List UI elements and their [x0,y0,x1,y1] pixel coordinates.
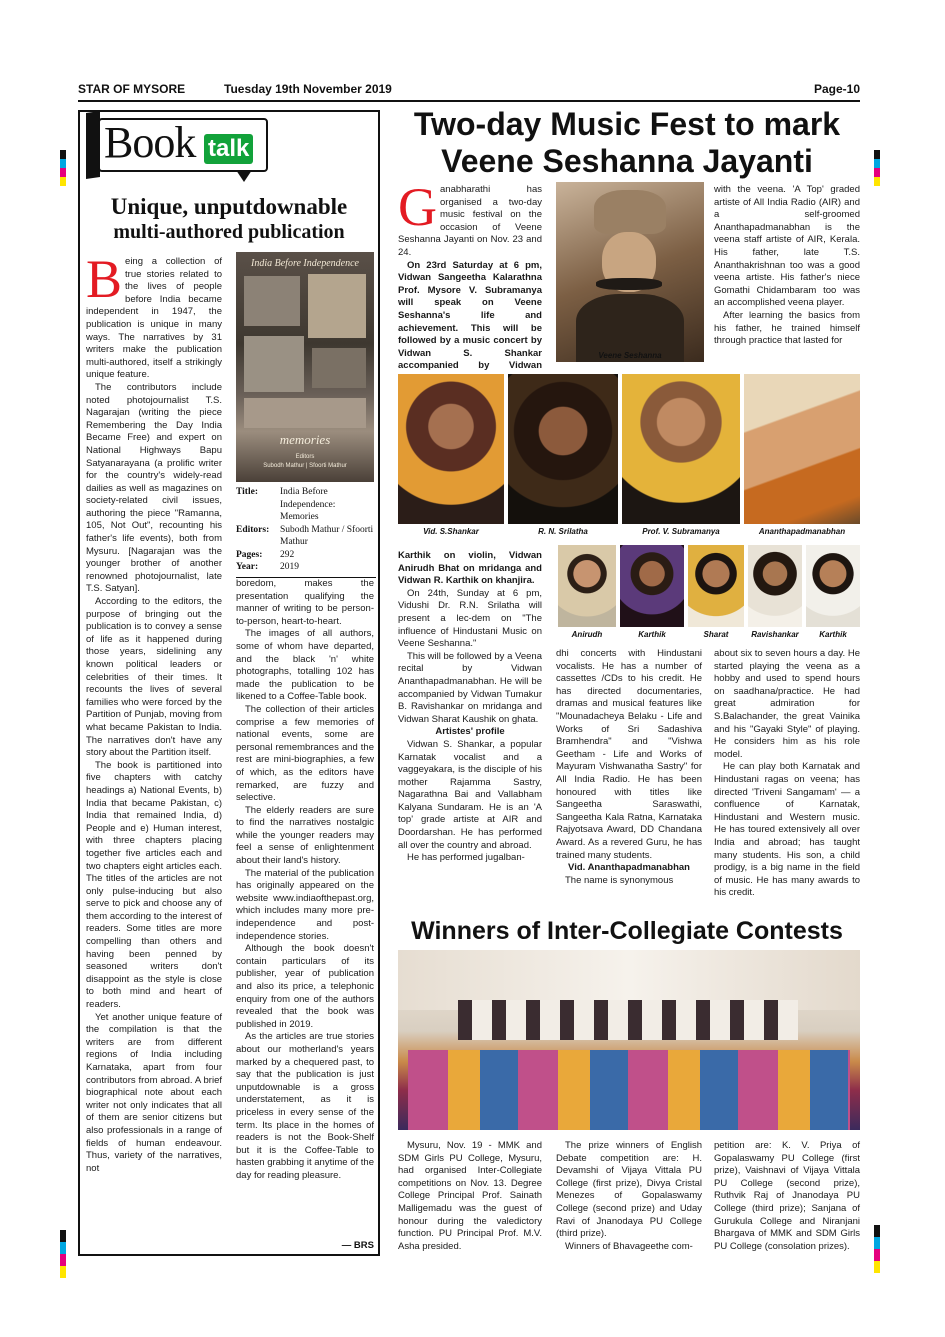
contest-column-2 [556,1140,702,1270]
music-column-left [398,550,542,914]
logo-book-text: Book [104,118,196,167]
artist-photo-subramanya [622,374,740,524]
music-paragraph: Ganabharathi has organised a two-day music festival on the occasion of Veene Seshanna Jayanti on Nov. 23 and 24. [398,177,542,258]
artist-photo-anirudh [558,545,616,627]
contest-paragraph: The prize winners of English Debate competition are: H. Devamshi of Vijaya Vittala PU College (first prize), Divya Cristal Menezes of Gopalaswamy College (second prize) and Uday Ravi of Jnanodaya PU College (third prize). [556,1140,702,1240]
music-paragraph: After learning the basics from his father, he trained himself through practice that lasted for [714,309,860,347]
artist-photo-sharat [688,545,744,627]
booktalk-headline-line2: multi-authored publication [113,221,345,243]
meta-editors-value: Subodh Mathur / Sfoorti Mathur [280,524,374,547]
music-paragraph: dhi concerts with Hindustani vocalists. He has a number of cassettes /CDs to his credit. He has directed documentaries, dramas and musical features like "Mounadacheya Belaku - Life and Works of Sri Sadashiva Bramhendra" and "Vishwa Geetham - Life and Works of Mayuram Vishwanatha Sastry" for All India Radio. He has been honoured with titles like Sangeetha Saraswathi, Sangeetha Kala Ratna, Karnataka Rajyotsava Award, DD Chandana Award. As a revered Guru, he has trained many students. [556,648,702,861]
artist-photo-shankar [398,374,504,524]
booktalk-paragraph: Being a collection of true stories related to the lives of people before India became independent in 1947, the publication is unique in many ways. The narratives by 31 writers make the publication multi-authored, itself a strikingly unique feature. [86,249,222,381]
meta-pages-value: 292 [280,549,295,560]
music-column-c [714,184,860,370]
veene-seshanna-portrait [556,182,704,362]
music-headline-line2: Veene Seshanna Jayanti [441,143,813,179]
booktalk-byline: — BRS [341,1240,374,1251]
registration-bar-left-bottom [60,1230,66,1278]
booktalk-paragraph: The material of the publication has originally appeared on the website www.indiaofthepast.org, which includes many more pre-independence and post-independence stories. [236,867,374,942]
meta-title-value: India Before Independence: Memories [280,487,336,522]
artist-photo-karthik-khanjira [806,545,860,627]
caption-row2-ravishankar: Ravishankar [751,630,799,639]
meta-pages-label: Pages: [236,549,263,560]
contest-paragraph: Winners of Bhavageethe com- [565,1240,693,1252]
music-paragraph: On 24th, Sunday at 6 pm, Vidushi Dr. R.N. Srilatha will present a lec-dem on "The influence of Hindustani Music on Veene Seshanna." [398,587,542,650]
registration-bar-right-bottom [874,1225,880,1273]
caption-row2-karthik: Karthik [638,630,666,639]
artist-photo-srilatha [508,374,618,524]
booktalk-paragraph: As the articles are true stories about our motherland's years marked by a chequered past, to say that the publication is just unputdownable is a gross understatement, as it is priceless in every sense of the term. Its place in the homes of readers is not the Book-Shelf but it is the Coffee-Table to hasten grabbing it anytime of the day for reading pleasure. [236,1031,374,1181]
contest-column-1 [398,1140,542,1270]
music-paragraph: The name is synonymous [565,874,674,886]
caption-row1-shankar: Vid. S.Shankar [423,527,479,536]
music-column-right [714,648,860,914]
booktalk-column-1 [86,249,222,1252]
book-cover-editors: Subodh Mathur | Sfoorti Mathur [263,463,347,469]
booktalk-headline [80,194,378,244]
book-cover-editors-label: Editors [295,454,315,460]
book-cover-subtitle: memories [279,432,331,447]
contest-headline: Winners of Inter-Collegiate Contests [411,917,843,945]
issue-date: Tuesday 19th November 2019 [224,82,392,96]
booktalk-paragraph: boredom, makes the presentation qualifying the manner of writing to be person-to-person, heart-to-heart. [236,578,374,627]
paper-name: STAR OF MYSORE [78,82,186,96]
meta-title-label: Title: [236,487,258,497]
portrait-caption: Veene Seshanna [598,351,662,360]
drop-cap-g: G [398,177,437,237]
caption-row2-anirudh: Anirudh [571,630,603,639]
music-paragraph: He has performed jugalban- [407,852,525,864]
artist-photo-ananthapadmanabhan [744,374,860,524]
booktalk-logo [86,112,276,182]
book-cover-title: India Before Independence [251,258,359,269]
caption-row1-ananthapadmanabhan: Ananthapadmanabhan [758,527,846,536]
contest-paragraph: Mysuru, Nov. 19 - MMK and SDM Girls PU College, Mysuru, had organised Inter-Collegiate competitions on Nov. 13. Degree College Principal Prof. Sainath Malligemadu was the guest of honour during the valedictory function. PU Principal Prof. M.V. Asha presided. [398,1140,542,1252]
meta-year-value: 2019 [280,562,299,572]
page-number: Page-10 [813,82,860,96]
music-headline [392,106,862,180]
music-paragraph: This will be followed by a Veena recital by Vidwan Ananthapadmanabhan. He will be accompanied by Vidwan Tumakur B. Ravishankar on mridanga and Vidwan Sharat Kaushik on ghata. [398,650,542,725]
contest-paragraph: petition are: K. V. Priya of Gopalaswamy PU College (first prize), Vaishnavi of Vijaya Vittala PU College (second prize), Ruthvik Raj of Jnanodaya PU College (third prize); Sanjana of Gurukula College and Niranjani Bhargava of MMK and SDM Girls PU College (consolation prizes). [714,1140,860,1252]
book-cover-image [236,252,374,482]
artistes-profile-subhead: Artistes' profile [435,726,505,738]
booktalk-paragraph: The elderly readers are sure to find the narratives nostalgic while the younger readers may feel a sense of enlightenment about their land's history. [236,804,374,867]
masthead [78,80,860,102]
caption-row1-subramanya: Prof. V. Subramanya [642,527,720,536]
drop-cap-b: B [86,249,123,309]
artist-photo-karthik-violin [620,545,684,627]
meta-editors-label: Editors: [236,524,270,535]
caption-row1-srilatha: R. N. Srilatha [538,527,588,536]
booktalk-paragraph: Although the book doesn't contain particulars of its publisher, year of publication and also its price, a telephonic enquiry from one of the authors revealed that the book was published in 2019. [236,943,374,1030]
music-paragraph: Vidwan S. Shankar, a popular Karnatak vocalist and a vaggeyakara, is the disciple of his mother Rajamma Sastry, Nagarathna Bai and Vallabham Kalyana Sundaram. He is an 'A top' grade artiste at AIR and Doordarshan. He has performed all over the country and abroad. [398,738,542,851]
music-paragraph: with the veena. 'A Top' graded artiste of All India Radio (AIR) and a self-groomed Ananthapadmanabhan is the veena staff artiste of AIR, Kerala. His father, late T.S. Ananthakrishnan too was a good veena artiste. His father's niece Gomathi Chidambaram too was an accomplished veena player. [714,184,860,309]
caption-row2-sharat: Sharat [703,630,729,639]
music-paragraph: Karthik on violin, Vidwan Anirudh Bhat on mridanga and Vidwan R. Karthik on khanjira. [398,550,542,587]
meta-year-label: Year: [236,562,259,572]
booktalk-column-2 [236,578,374,1246]
booktalk-paragraph: The book is partitioned into five chapters with catchy headings a) National Events, b) India that became Pakistan, c) India that remained India, d) People and e) Human interest, with three chapters placing together five articles each and two chapters eight articles each. The titles of the articles are not only pulse-inducing but also serve to pick and choose any of them according to the interest of readers. Some titles are more compelling than others and having been penned by seasoned writers don't disappoint as the style is close to both mind and heart of readers. [86,759,222,1011]
caption-row2-karthik-2: Karthik [819,630,847,639]
music-headline-line1: Two-day Music Fest to mark [413,106,841,142]
registration-bar-right [874,150,880,186]
logo-talk-text: talk [204,134,253,164]
booktalk-paragraph: The images of all authors, some of whom have departed, and the black 'n' white photographs, totalling 102 has made the publication to be likened to a Coffee-Table book. [236,628,374,703]
booktalk-paragraph: The collection of their articles comprise a few memories of national events, some are personal remembrances and the rest are mini-biographies, a few of which, as the editors have remarked, are fuzzy and selective. [236,703,374,804]
contest-column-3 [714,1140,860,1270]
music-column-a [398,177,542,372]
ananthapadmanabhan-subhead: Vid. Ananthapadmanabhan [568,862,690,874]
book-meta [236,486,376,578]
music-paragraph: He can play both Karnatak and Hindustani ragas on veena; has directed 'Triveni Sangamam' — a confluence of Karnatak, Hindustani and Western music. He has toured extensively all over India and abroad; has taught many students. His son, a child prodigy, is a big name in the field of music. He has many awards to his credit. [714,761,860,899]
music-column-middle [556,648,702,914]
artist-photo-ravishankar [748,545,802,627]
booktalk-headline-line1: Unique, unputdownable [110,194,348,219]
contest-group-photo [398,950,860,1130]
booktalk-paragraph: The contributors include noted photojournalist T.S. Nagarajan (writing the piece Remembering the Day India Became Free) and expert on National Highways Bapu Satyanarayana (a prolific writer for the country's widely-read dailies as well as magazines on society-related civil issues, authoring the piece "Ramanna, 105, Not Out", recounting his father's life events), both from Mysuru. [Nagarajan was the younger brother of another renowned photojournalist, late T.S. Satyan]. [86,381,222,595]
registration-bar-left [60,150,66,186]
booktalk-paragraph: Yet another unique feature of the compilation is that the writers are from different regions of India including Karnataka, apart from four contributors from abroad. A brief biographical note about each writer not only indicates that all of them are senior citizens but also professionals in a range of fields of human endeavour. Thus, variety of the narratives, not [86,1011,222,1174]
music-paragraph: On 23rd Saturday at 6 pm, Vidwan Sangeetha Kalarathna Prof. Mysore V. Subramanya will speak on Veene Seshanna's life and achievement. This will be followed by a music concert by Vidwan S. Shankar accompanied by Vidwan [398,259,542,372]
music-paragraph: about six to seven hours a day. He started playing the veena as a hobby and used to spend hours on saadhana/practice. He had great admiration for S.Balachander, the great Vainika and his "Gayaki Style" of playing. He considers him as his role model. [714,648,860,760]
booktalk-paragraph: According to the editors, the purpose of bringing out the publication is to convey a sense of life as it happened during those years, sidelining any known political leaders or celebrities of their times. It recounts the lives of several families who were forced by the Partition of Punjab, moving from what became Pakistan to India. The narratives don't have any story about the Partition itself. [86,596,222,759]
